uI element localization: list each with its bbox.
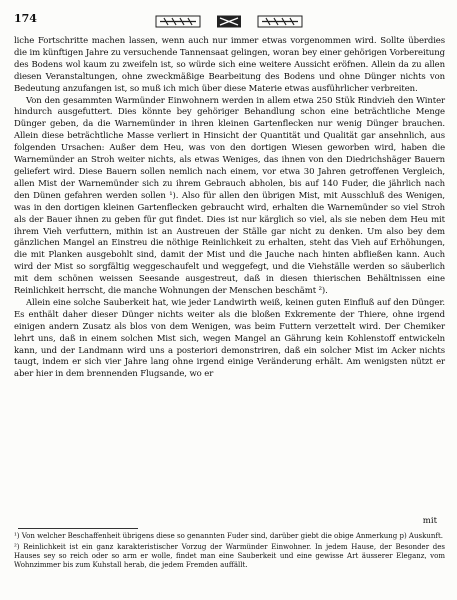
footnote: ²) Reinlichkeit ist ein ganz karakteristischer Vorzug der Warmünder Einwohner. In jedem Hause, der Besonder des Hauses sey so reich oder so arm er wolle, findet man eine Sauberkeit und eine gewisse Art äusserer Eleganz, vom Wohnzimmer bis zum Kuhstall herab, die jedem Fremden auffällt. (14, 543, 445, 569)
footnote: ¹) Von welcher Beschaffenheit übrigens diese so genannten Fuder sind, darüber giebt die obige Anmerkung p) Auskunft. (14, 532, 443, 540)
footnotes (14, 532, 445, 572)
catchword: mit (422, 516, 437, 526)
paragraph: liche Fortschritte machen lassen, wenn auch nur immer etwas vorgenommen wird. Sollte überdies die im künftigen Jahre zu versuchende Tannensaat gelingen, woran bey einer gehörigen Vorbereitung des Bodens wol kaum zu zweifeln ist, so würde sich eine weitere Aussicht eröfnen. Allein da zu allen diesen Veranstaltungen, ohne zweckmäßige Bearbeitung des Bodens und ohne Dünger nichts von Bedeutung anzufangen ist, so muß ich mich über diese Materie etwas ausführlicher verbreiten. (14, 36, 445, 94)
paragraph: Allein eine solche Sauberkeit hat, wie jeder Landwirth weiß, keinen guten Einfluß auf den Dünger. Es enthält daher dieser Dünger nichts weiter als die bloßen Exkremente der Thiere, ohne irgend einigen andern Zusatz als blos von dem Wenigen, was beim Futtern verzettelt wird. Der Chemiker lehrt uns, daß in einem solchen Mist sich, wegen Mangel an Gährung kein Kohlenstoff entwickeln kann, und der Landmann wird uns a posteriori demonstriren, daß ein solcher Mist im Acker nichts taugt, indem er sich vier Jahre lang ohne irgend einige Veränderung erhält. Am wenigsten nützt er aber hier in dem brennenden Flugsande, wo er (14, 297, 445, 380)
paragraph: Von den gesammten Warmünder Einwohnern werden in allem etwa 250 Stük Rindvieh den Winter hindurch ausgefuttert. Dies könnte bey gehöriger Behandlung schon eine beträchtliche Menge Dünger geben, da die Warnemünder in ihren kleinen Gartenflecken nur wenig Dünger brauchen. Allein diese beträchtliche Masse verliert in Hinsicht der Quantität und Qualität gar ansehnlich, aus folgenden Ursachen: Außer dem Heu, was von den dortigen Wiesen geworben wird, haben die Warnemünder an Stroh weiter nichts, als etwas Weniges, das ihnen von den Diedrichshäger Bauern geliefert wird. Diese Bauern sollen nemlich nach einem, vor etwa 30 Jahren getroffenen Vergleich, allen Mist der Warnemünder sich zu ihrem Gebrauch abholen, bis auf 140 Fuder, die jährlich nach den Dünen gefahren werden sollen ¹). Also für allen den übrigen Mist, mit Ausschluß des Wenigen, was in den dortigen kleinen Gartenflecken gebraucht wird, erhalten die Warnemünder so viel Stroh als der Bauer ihnen zu geben für gut findet. Dies ist nur kärglich so viel, als sie neben dem Heu mit ihrem Vieh verfuttern, mithin ist an Austreuen der Ställe gar nicht zu denken. Um also bey dem gänzlichen Mangel an Einstreu die nöthige Reinlichkeit zu erhalten, steht das Vieh auf Erhöhungen, die mit Planken ausgebohlt sind, damit der Mist und die Jauche nach hinten abfließen kann. Auch wird der Mist so sorgfältig weggeschaufelt und weggefegt, und die Viehställe werden so säuberlich mit dem schönen weissen Seesande ausgestreut, daß in diesen thierischen Behältnissen eine Reinlichkeit herrscht, die manche Wohnungen der Menschen beschämt ²). (14, 95, 445, 297)
footnote-divider (18, 528, 138, 529)
main-text (14, 36, 445, 381)
page-header (14, 12, 443, 30)
header-ornament-icon (154, 15, 304, 28)
page-number: 174 (14, 12, 37, 25)
